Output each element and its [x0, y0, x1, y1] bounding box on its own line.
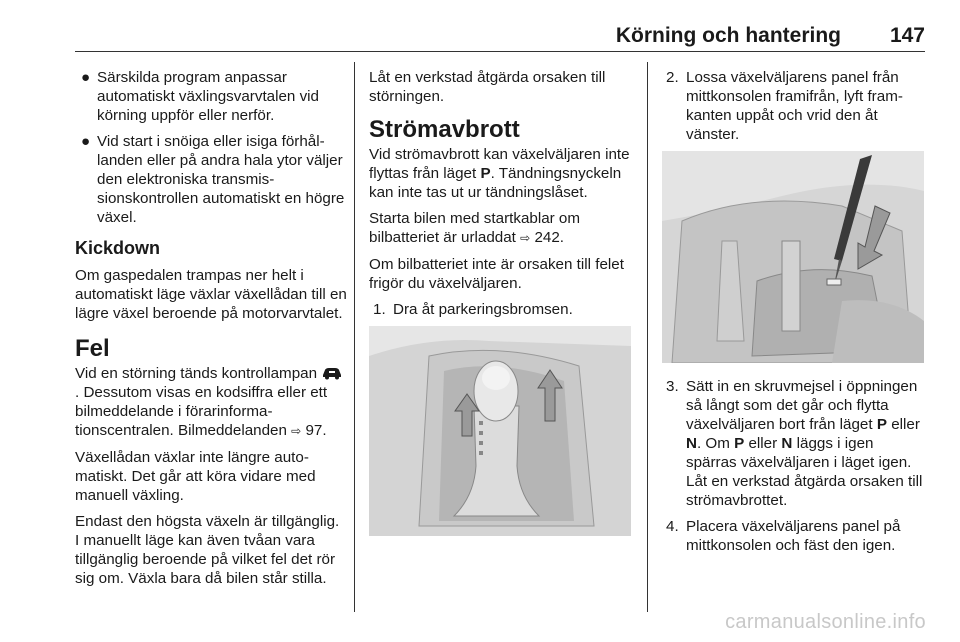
column-divider-1 — [354, 62, 355, 612]
page-number: 147 — [889, 24, 925, 47]
list-item — [75, 132, 347, 227]
step-text: Dra åt parkeringsbromsen. — [393, 301, 573, 318]
gear-key: N — [781, 435, 793, 452]
fel-paragraph-1 — [75, 364, 347, 441]
list-item — [75, 68, 347, 125]
screwdriver-illustration — [662, 151, 924, 363]
gear-key: P — [480, 165, 491, 182]
text: . Om — [696, 435, 730, 452]
text: Vid strömavbrott kan växelväljaren inte flyttas från läget — [369, 146, 630, 182]
step-number: 4. — [666, 518, 679, 535]
step-text: Lossa växelväljarens panel från mittkonsolen framifrån, lyft framkanten uppåt och vrid den åt vänster. — [686, 69, 903, 143]
stromavbrott-heading: Strömavbrott — [369, 116, 520, 143]
gear-selector-illustration — [369, 326, 631, 536]
fel-text-a: Vid en störning tänds kontrollampan — [75, 365, 318, 382]
page-ref[interactable]: 242. — [534, 229, 564, 246]
fel-paragraph-2: Växellådan växlar inte längre automatiskt. Det går att köra vidare med manuell växling. — [75, 449, 316, 504]
step-text: Placera växelväljarens panel på mittkonsolen och fäst den igen. — [686, 518, 901, 554]
text: eller — [891, 416, 920, 433]
bullet-icon: ● — [81, 133, 91, 150]
kickdown-heading: Kickdown — [75, 238, 161, 258]
stromavbrott-paragraph-2 — [369, 209, 633, 248]
text: . Tändningsnyckeln kan inte tas ut ur tändningslåset. — [369, 165, 622, 201]
column-3 — [662, 68, 928, 562]
column-2 — [369, 68, 633, 536]
car-wrench-icon — [321, 366, 343, 380]
step-2 — [662, 68, 928, 144]
stromavbrott-paragraph-1 — [369, 145, 633, 202]
text: Sätt in en skruvmejsel i öppningen så långt som det går och flytta växelväljaren bort från läget — [686, 378, 918, 433]
gear-key: P — [876, 416, 887, 433]
text: eller — [748, 435, 778, 452]
kickdown-text: Om gaspedalen trampas ner helt i automatiskt läge växlar växellådan till en lägre växel beroende på motorvarvtalet. — [75, 267, 347, 322]
fel-paragraph-3: Endast den högsta växeln är tillgänglig. I manuellt läge kan även tvåan vara tillgänglig beroende på vilket fel det rör sig om. Växla bara då bilen står stilla. — [75, 513, 340, 587]
column-1 — [75, 68, 347, 595]
list-item-text: Vid start i snöiga eller isiga förhållanden eller på andra hala ytor väljer den elektroniska transmissionskontrollen automatiskt en högre växel. — [97, 133, 345, 226]
step-4 — [662, 517, 928, 555]
text: Starta bilen med startkablar om bilbatteriet är urladdat — [369, 210, 581, 246]
fel-heading: Fel — [75, 335, 110, 362]
stromavbrott-paragraph-3: Om bilbatteriet inte är orsaken till felet frigör du växelväljaren. — [369, 256, 624, 292]
fel-text-b: . Dessutom visas en kodsiffra eller ett bilmeddelande i förarinformationscentralen. Bilmeddelanden — [75, 384, 328, 439]
gear-key: N — [686, 435, 697, 452]
watermark: carmanualsonline.info — [725, 611, 926, 633]
header-divider — [75, 51, 925, 52]
gear-key: P — [734, 435, 745, 452]
page-ref[interactable]: 97. — [305, 422, 327, 439]
bullet-icon: ● — [81, 69, 91, 86]
step-number: 3. — [666, 378, 679, 395]
list-item-text: Särskilda program anpassar automatiskt växlingsvarvtalen vid körning uppför eller nerför. — [97, 69, 320, 124]
text: läggs i igen spärras växelväljaren i läget igen. Låt en verkstad åtgärda orsaken till strömavbrottet. — [686, 435, 923, 509]
step-number: 1. — [373, 301, 386, 318]
page-ref-arrow-icon: ⇨ — [520, 231, 531, 245]
step-3 — [662, 377, 928, 510]
step-1 — [369, 300, 633, 319]
section-title: Körning och hantering — [615, 24, 841, 47]
paragraph-top: Låt en verkstad åtgärda orsaken till störningen. — [369, 69, 606, 105]
step-number: 2. — [666, 69, 679, 86]
page-header — [75, 22, 925, 52]
step-text — [686, 378, 922, 509]
column-divider-2 — [647, 62, 648, 612]
page-ref-arrow-icon: ⇨ — [291, 424, 302, 438]
